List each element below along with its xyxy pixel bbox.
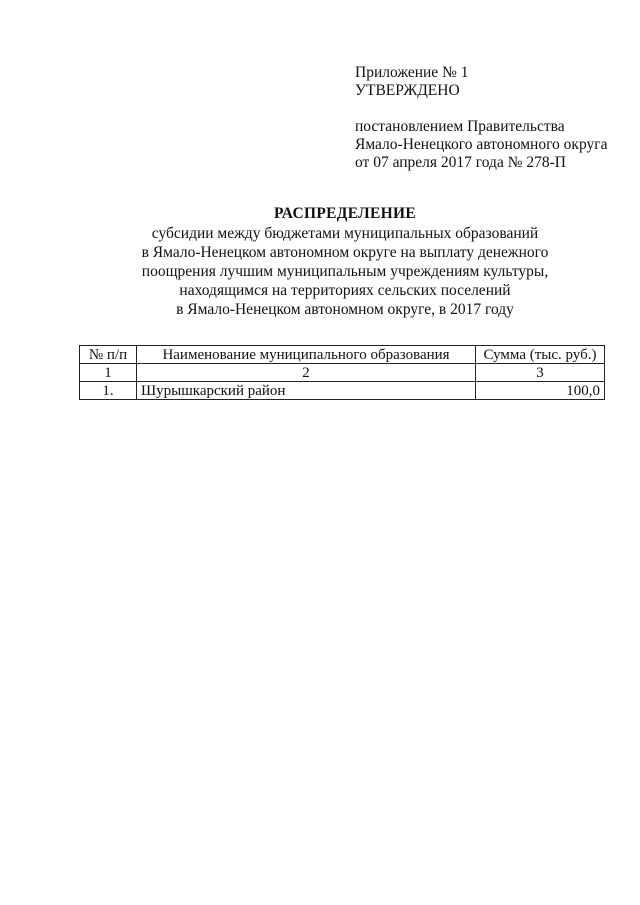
table-row (80, 382, 605, 400)
table-header-row (80, 346, 605, 364)
header-number: № п/п (80, 346, 137, 364)
resolution-line-1: постановлением Правительства (355, 118, 565, 135)
distribution-table (79, 345, 605, 400)
document-heading (80, 204, 610, 319)
header-municipality: Наименование муниципального образования (137, 346, 476, 364)
resolution-line-3: от 07 апреля 2017 года № 278-П (355, 154, 566, 171)
resolution-line-2: Ямало-Ненецкого автономного округа (355, 136, 608, 153)
document-title: РАСПРЕДЕЛЕНИЕ (274, 205, 416, 222)
row-amount: 100,0 (476, 382, 605, 400)
column-number-2: 2 (137, 364, 476, 382)
row-number: 1. (80, 382, 137, 400)
heading-line-4: находящимся на территориях сельских поселений (179, 282, 511, 299)
heading-line-2: в Ямало-Ненецком автономном округе на выплату денежного (141, 244, 549, 261)
column-number-3: 3 (476, 364, 605, 382)
heading-line-5: в Ямало-Ненецком автономном округе, в 2017 году (176, 301, 514, 318)
header-amount: Сумма (тыс. руб.) (476, 346, 605, 364)
heading-line-1: субсидии между бюджетами муниципальных образований (151, 225, 539, 242)
approval-block (355, 64, 625, 172)
approved-stamp-text: УТВЕРЖДЕНО (355, 82, 460, 99)
row-municipality: Шурышкарский район (137, 382, 476, 400)
table-column-numbers-row (80, 364, 605, 382)
column-number-1: 1 (80, 364, 137, 382)
appendix-label: Приложение № 1 (355, 64, 469, 81)
heading-line-3: поощрения лучшим муниципальным учреждениям культуры, (141, 263, 549, 280)
